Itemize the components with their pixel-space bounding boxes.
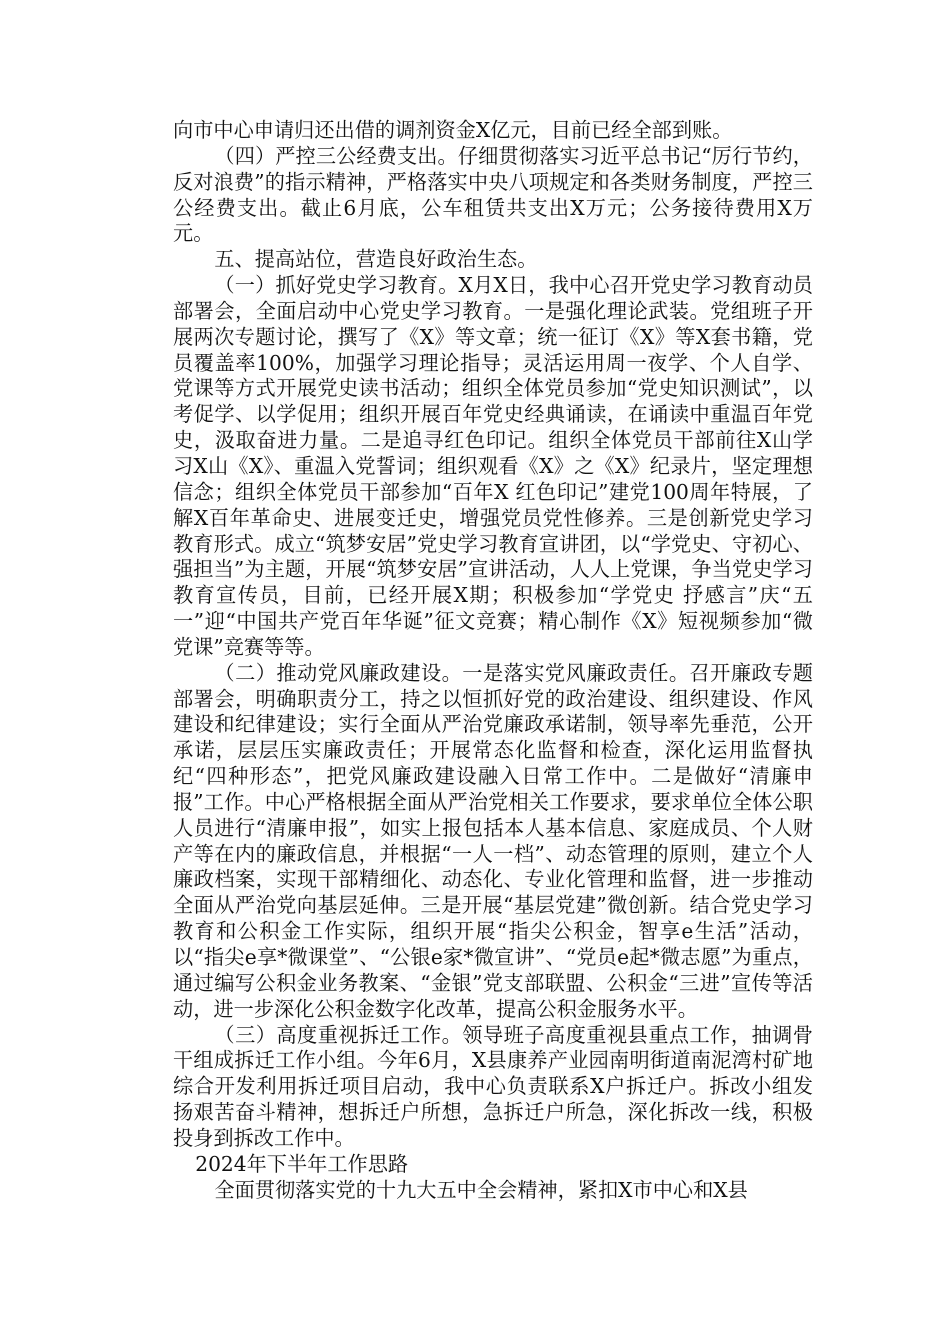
paragraph-work-plan-intro: 全面贯彻落实党的十九大五中全会精神，紧扣X市中心和X县 <box>214 1177 748 1202</box>
paragraph-control-expenses: （四）严控三公经费支出。仔细贯彻落实习近平总书记“厉行节约，反对浪费”的指示精神，严格落实中央八项规定和各类财务制度，严控三公经费支出。截止6月底，公车租赁共支出X万元；公务接待费用X万元。 <box>173 143 813 246</box>
section-heading-work-plan: 2024年下半年工作思路 <box>195 1151 409 1176</box>
paragraph-continuation: 向市中心申请归还出借的调剂资金X亿元，目前已经全部到账。 <box>173 118 733 142</box>
section-heading-five: 五、提高站位，营造良好政治生态。 <box>214 247 538 272</box>
paragraph-party-history-education: （一）抓好党史学习教育。X月X日，我中心召开党史学习教育动员部署会，全面启动中心党史学习教育。一是强化理论武装。党组班子开展两次专题讨论，撰写了《X》等文章；统一征订《X》等X套书籍，党员覆盖率100%，加强学习理论指导；灵活运用周一夜学、个人自学、党课等方式开展党史读书活动；组织全体党员参加“党史知识测试”，以考促学、以学促用；组织开展百年党史经典诵读，在诵读中重温百年党史，汲取奋进力量。二是追寻红色印记。组织全体党员干部前往X山学习X山《X》、重温入党誓词；组织观看《X》之《X》纪录片，坚定理想信念；组织全体党员干部参加“百年X 红色印记”建党100周年特展，了解X百年革命史、进展变迁史，增强党员党性修养。三是创新党史学习教育形式。成立“筑梦安居”党史学习教育宣讲团，以“学党史、守初心、强担当”为主题，开展“筑梦安居”宣讲活动，人人上党课，争当党史学习教育宣传员，目前，已经开展X期；积极参加“学党史 抒感言”庆“五一”迎“中国共产党百年华诞”征文竞赛；精心制作《X》短视频参加“微党课”竞赛等等。 <box>173 273 813 659</box>
paragraph-demolition-work: （三）高度重视拆迁工作。领导班子高度重视县重点工作，抽调骨干组成拆迁工作小组。今年6月，X县康养产业园南明街道南泥湾村矿地综合开发利用拆迁项目启动，我中心负责联系X户拆迁户。拆改小组发扬艰苦奋斗精神，想拆迁户所想，急拆迁户所急，深化拆改一线，积极投身到拆改工作中。 <box>173 1022 813 1150</box>
paragraph-integrity-building: （二）推动党风廉政建设。一是落实党风廉政责任。召开廉政专题部署会，明确职责分工，持之以恒抓好党的政治建设、组织建设、作风建设和纪律建设；实行全面从严治党廉政承诺制，领导率先垂范，公开承诺，层层压实廉政责任；开展常态化监督和检查，深化运用监督执纪“四种形态”，把党风廉政建设融入日常工作中。二是做好“清廉申报”工作。中心严格根据全面从严治党相关工作要求，要求单位全体公职人员进行“清廉申报”，如实上报包括本人基本信息、家庭成员、个人财产等在内的廉政信息，并根据“一人一档”、动态管理的原则，建立个人廉政档案，实现干部精细化、动态化、专业化管理和监督，进一步推动全面从严治党向基层延伸。三是开展“基层党建”微创新。结合党史学习教育和公积金工作实际，组织开展“指尖公积金，智享e生活”活动，以“指尖e享*微课堂”、“公银e家*微宣讲”、“党员e起*微志愿”为重点，通过编写公积金业务教案、“金银”党支部联盟、公积金“三进”宣传等活动，进一步深化公积金数字化改革，提高公积金服务水平。 <box>173 660 813 1021</box>
document-body <box>173 118 813 1203</box>
